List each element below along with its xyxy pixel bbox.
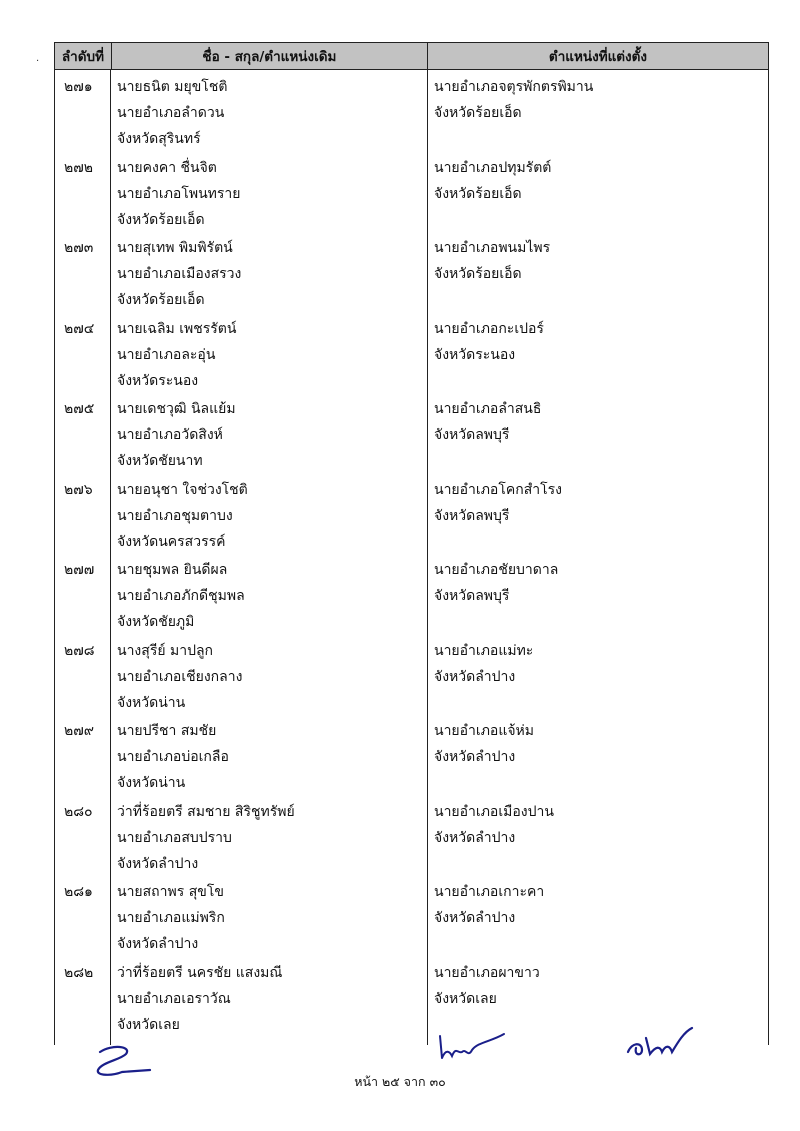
new-position: นายอำเภอผาขาว — [434, 964, 540, 981]
old-position-cell — [117, 557, 417, 635]
row-number: ๒๗๑ — [64, 79, 93, 95]
table-row — [54, 555, 769, 636]
signature-right-icon — [622, 1024, 702, 1064]
table-row — [54, 716, 769, 797]
row-number: ๒๗๔ — [64, 320, 95, 337]
old-province: จังหวัดชัยนาท — [117, 453, 203, 469]
old-position-cell — [117, 74, 417, 152]
table-row — [54, 475, 769, 556]
table-row — [54, 394, 769, 475]
old-province: จังหวัดร้อยเอ็ด — [117, 292, 205, 308]
new-position: นายอำเภอแจ้ห่ม — [434, 723, 535, 739]
new-position-cell — [434, 718, 764, 770]
row-number: ๒๗๙ — [64, 723, 95, 739]
row-number: ๒๘๑ — [64, 884, 93, 900]
old-position: นายอำเภอวัดสิงห์ — [117, 427, 223, 443]
row-number: ๒๗๖ — [64, 481, 93, 498]
old-position-cell — [117, 235, 417, 313]
old-province: จังหวัดน่าน — [117, 694, 186, 711]
old-province: จังหวัดน่าน — [117, 775, 186, 791]
new-position-cell — [434, 960, 764, 1012]
new-position-cell — [434, 74, 764, 126]
old-position: นายอำเภอเชียงกลาง — [117, 668, 243, 685]
person-name: นายชุมพล ยินดีผล — [117, 562, 228, 578]
person-name: นายเฉลิม เพชรรัตน์ — [117, 320, 237, 337]
new-province: จังหวัดลำปาง — [434, 910, 516, 926]
row-number: ๒๗๓ — [64, 240, 94, 256]
new-position-cell — [434, 477, 764, 529]
new-position: นายอำเภอปทุมรัตต์ — [434, 159, 552, 176]
table-header — [54, 42, 769, 70]
person-name: นายสถาพร สุขโข — [117, 884, 224, 900]
new-position: นายอำเภอลำสนธิ — [434, 401, 542, 417]
old-position: นายอำเภอเอราวัณ — [117, 990, 231, 1007]
new-position-cell — [434, 799, 764, 851]
person-name: นายคงคา ชื่นจิต — [117, 159, 217, 176]
old-province: จังหวัดลำปาง — [117, 855, 199, 872]
person-name: นายสุเทพ พิมพิรัตน์ — [117, 240, 233, 256]
old-position-cell — [117, 477, 417, 555]
row-number: ๒๘๐ — [64, 803, 93, 820]
old-position-cell — [117, 396, 417, 474]
old-province: จังหวัดสุรินทร์ — [117, 131, 201, 147]
new-position-cell — [434, 155, 764, 207]
new-province: จังหวัดลพบุรี — [434, 427, 510, 443]
page-number: หน้า ๒๕ จาก ๓๐ — [354, 1074, 446, 1089]
table-row — [54, 877, 769, 958]
new-position: นายอำเภอเกาะคา — [434, 884, 545, 900]
old-position: นายอำเภอภักดีชุมพล — [117, 588, 245, 604]
table-row — [54, 153, 769, 234]
header-col-old: ชื่อ - สกุล/ตำแหน่งเดิม — [112, 43, 428, 69]
new-province: จังหวัดระนอง — [434, 346, 516, 363]
old-province: จังหวัดนครสวรรค์ — [117, 533, 226, 550]
new-position: นายอำเภอกะเปอร์ — [434, 320, 544, 337]
new-position: นายอำเภอจตุรพักตรพิมาน — [434, 79, 594, 95]
new-province: จังหวัดลำปาง — [434, 829, 516, 846]
new-position: นายอำเภอชัยบาดาล — [434, 562, 559, 578]
old-position-cell — [117, 718, 417, 796]
new-position: นายอำเภอโคกสำโรง — [434, 481, 562, 498]
person-name: นางสุรีย์ มาปลูก — [117, 642, 214, 659]
table-body — [54, 72, 769, 1038]
old-province: จังหวัดเลย — [117, 1016, 180, 1033]
header-col-no: ลำดับที่ — [55, 43, 112, 69]
scan-mark: · — [36, 56, 40, 67]
old-position: นายอำเภอโพนทราย — [117, 185, 241, 202]
new-province: จังหวัดลำปาง — [434, 668, 516, 685]
new-position-cell — [434, 396, 764, 448]
old-position: นายอำเภอชุมตาบง — [117, 507, 233, 524]
table-row — [54, 314, 769, 395]
old-province: จังหวัดระนอง — [117, 372, 199, 389]
person-name: ว่าที่ร้อยตรี สมชาย สิริชูทรัพย์ — [117, 803, 295, 820]
new-province: จังหวัดร้อยเอ็ด — [434, 105, 522, 121]
person-name: นายเดชวุฒิ นิลแย้ม — [117, 401, 236, 417]
new-position-cell — [434, 316, 764, 368]
new-position-cell — [434, 638, 764, 690]
old-position: นายอำเภอลำดวน — [117, 105, 225, 121]
new-province: จังหวัดร้อยเอ็ด — [434, 185, 522, 202]
old-position-cell — [117, 960, 417, 1038]
row-number: ๒๗๕ — [64, 401, 95, 417]
old-position-cell — [117, 799, 417, 877]
old-position: นายอำเภอเมืองสรวง — [117, 266, 242, 282]
table-row — [54, 636, 769, 717]
new-position-cell — [434, 235, 764, 287]
old-position-cell — [117, 638, 417, 716]
person-name: นายปรีชา สมชัย — [117, 723, 217, 739]
person-name: นายอนุชา ใจช่วงโชติ — [117, 481, 248, 498]
old-position-cell — [117, 155, 417, 233]
new-province: จังหวัดเลย — [434, 990, 497, 1007]
old-province: จังหวัดร้อยเอ็ด — [117, 211, 205, 228]
new-province: จังหวัดลพบุรี — [434, 507, 510, 524]
table-row — [54, 233, 769, 314]
new-position-cell — [434, 879, 764, 931]
new-province: จังหวัดร้อยเอ็ด — [434, 266, 522, 282]
new-province: จังหวัดลพบุรี — [434, 588, 510, 604]
row-number: ๒๗๒ — [64, 159, 93, 176]
new-position: นายอำเภอแม่ทะ — [434, 642, 534, 659]
table-row — [54, 797, 769, 878]
new-position: นายอำเภอพนมไพร — [434, 240, 551, 256]
header-col-new: ตำแหน่งที่แต่งตั้ง — [548, 49, 648, 65]
signature-center-icon — [432, 1028, 512, 1068]
row-number: ๒๗๘ — [64, 642, 95, 659]
person-name: ว่าที่ร้อยตรี นครชัย แสงมณี — [117, 964, 283, 981]
row-number: ๒๗๗ — [64, 562, 95, 578]
person-name: นายธนิต มยุขโชติ — [117, 79, 228, 95]
old-position-cell — [117, 316, 417, 394]
new-province: จังหวัดลำปาง — [434, 749, 516, 765]
old-position: นายอำเภอสบปราบ — [117, 829, 232, 846]
old-position: นายอำเภอละอุ่น — [117, 346, 216, 363]
new-position-cell — [434, 557, 764, 609]
old-position: นายอำเภอบ่อเกลือ — [117, 749, 229, 765]
old-province: จังหวัดลำปาง — [117, 936, 199, 952]
new-position: นายอำเภอเมืองปาน — [434, 803, 554, 820]
old-position-cell — [117, 879, 417, 957]
row-number: ๒๘๒ — [64, 964, 94, 981]
table-row — [54, 72, 769, 153]
old-province: จังหวัดชัยภูมิ — [117, 614, 195, 630]
old-position: นายอำเภอแม่พริก — [117, 910, 225, 926]
